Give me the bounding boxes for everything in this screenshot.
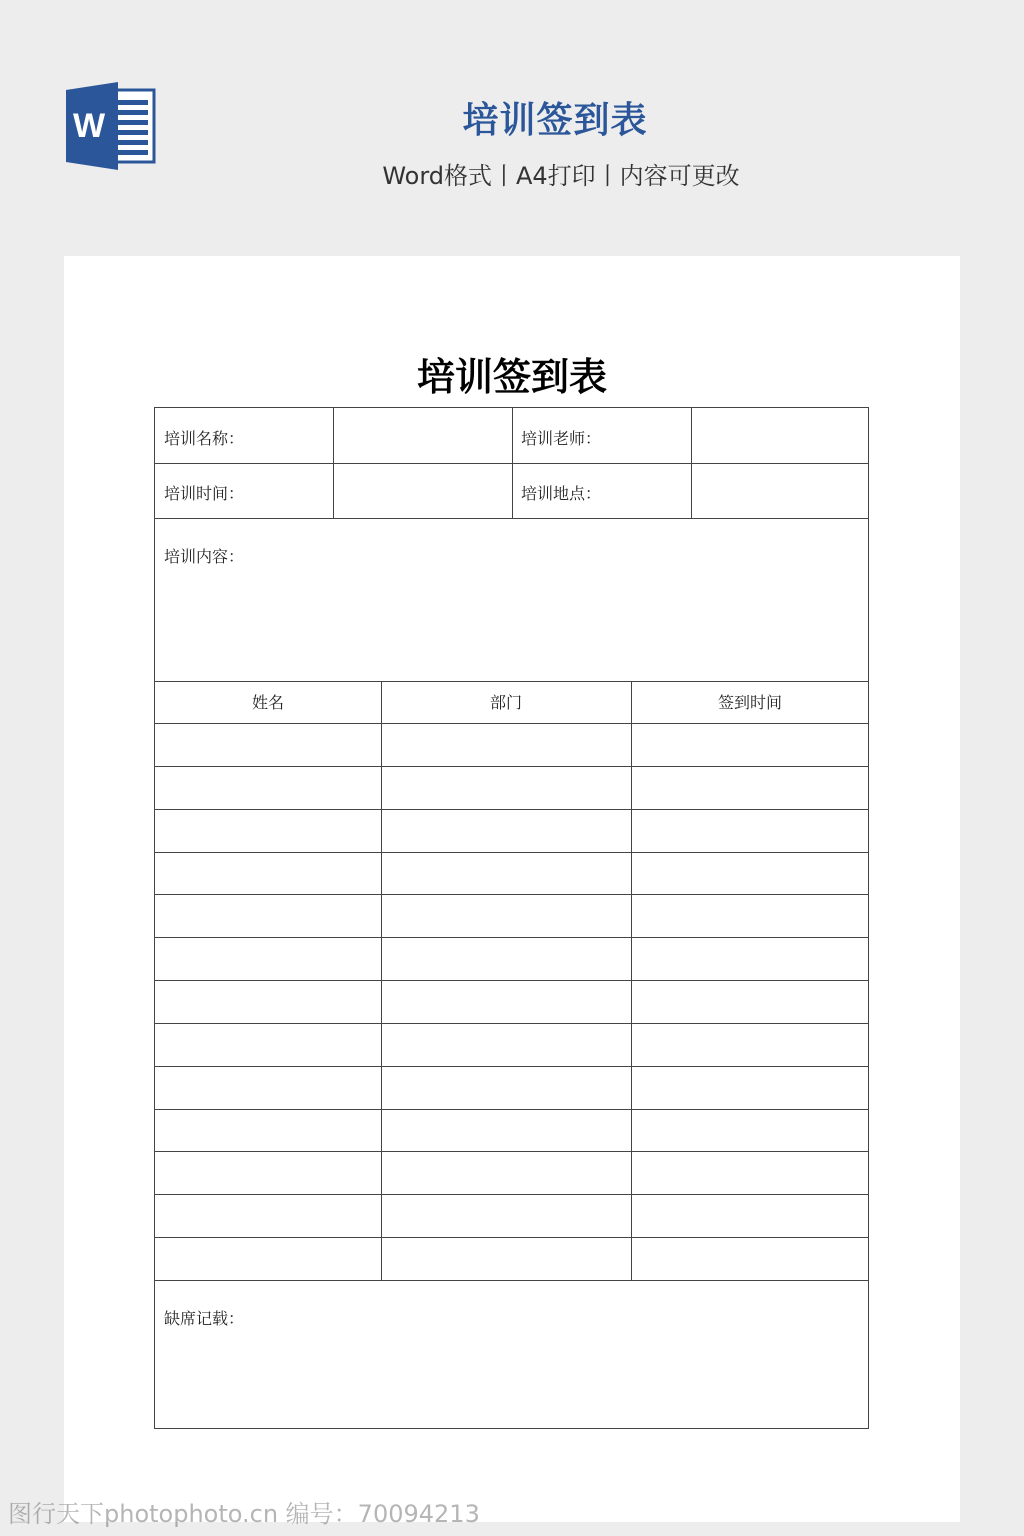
training-location-field[interactable] [692, 464, 869, 518]
training-name-label: 培训名称： [164, 429, 245, 448]
sign-in-time-cell[interactable] [632, 1110, 868, 1152]
divider [512, 408, 513, 518]
sign-in-time-cell[interactable] [632, 724, 868, 766]
training-content-field[interactable] [155, 519, 868, 681]
trainer-label: 培训老师： [521, 429, 602, 448]
training-name-field[interactable] [334, 408, 512, 463]
department-cell[interactable] [382, 1238, 631, 1280]
sign-in-time-cell[interactable] [632, 895, 868, 937]
name-cell[interactable] [155, 1195, 381, 1237]
name-cell[interactable] [155, 1067, 381, 1109]
sign-in-time-cell[interactable] [632, 1195, 868, 1237]
department-cell[interactable] [382, 810, 631, 852]
document-title: 培训签到表 [416, 354, 607, 399]
svg-text:W: W [72, 107, 106, 145]
department-cell[interactable] [382, 1067, 631, 1109]
banner-title: 培训签到表 [462, 100, 648, 141]
name-cell[interactable] [155, 767, 381, 809]
name-cell[interactable] [155, 1024, 381, 1066]
department-cell[interactable] [382, 1152, 631, 1194]
training-content-label: 培训内容： [164, 547, 245, 566]
department-cell[interactable] [382, 1195, 631, 1237]
sign-in-time-cell[interactable] [632, 1067, 868, 1109]
sign-in-time-cell[interactable] [632, 853, 868, 895]
training-time-label: 培训时间： [164, 484, 245, 503]
department-cell[interactable] [382, 1024, 631, 1066]
training-location-label: 培训地点： [521, 484, 602, 503]
sign-in-time-cell[interactable] [632, 981, 868, 1023]
name-cell[interactable] [155, 981, 381, 1023]
name-cell[interactable] [155, 1110, 381, 1152]
department-cell[interactable] [382, 853, 631, 895]
department-cell[interactable] [382, 1110, 631, 1152]
banner-subtitle: Word格式丨A4打印丨内容可更改 [382, 162, 740, 190]
sign-in-time-cell[interactable] [632, 767, 868, 809]
watermark: 图行天下photophoto.cn 编号：70094213 [8, 1500, 480, 1528]
trainer-field[interactable] [692, 408, 869, 463]
sign-in-time-cell[interactable] [632, 1024, 868, 1066]
sign-in-time-cell[interactable] [632, 1152, 868, 1194]
department-cell[interactable] [382, 895, 631, 937]
sign-in-time-cell[interactable] [632, 1238, 868, 1280]
department-cell[interactable] [382, 938, 631, 980]
training-time-field[interactable] [334, 464, 512, 518]
name-cell[interactable] [155, 938, 381, 980]
column-header-sign-in-time: 签到时间 [717, 693, 782, 712]
department-cell[interactable] [382, 724, 631, 766]
department-cell[interactable] [382, 767, 631, 809]
name-cell[interactable] [155, 853, 381, 895]
sign-in-time-cell[interactable] [632, 810, 868, 852]
column-header-name: 姓名 [251, 693, 284, 712]
sign-in-time-cell[interactable] [632, 938, 868, 980]
name-cell[interactable] [155, 1152, 381, 1194]
department-cell[interactable] [382, 981, 631, 1023]
name-cell[interactable] [155, 724, 381, 766]
name-cell[interactable] [155, 895, 381, 937]
name-cell[interactable] [155, 810, 381, 852]
name-cell[interactable] [155, 1238, 381, 1280]
column-header-department: 部门 [489, 693, 522, 712]
sign-in-form [154, 407, 869, 1429]
absence-record-field[interactable] [155, 1281, 868, 1428]
absence-record-label: 缺席记载： [164, 1309, 245, 1328]
